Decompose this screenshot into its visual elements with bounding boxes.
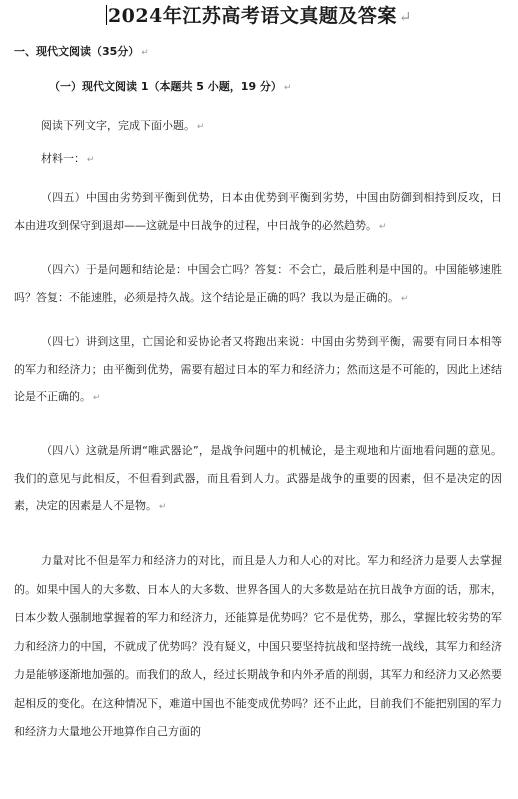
document-title-text: 2024年江苏高考语文真题及答案 xyxy=(107,5,397,27)
subsection-heading-text: （一）现代文阅读 1（本题共 5 小题，19 分） xyxy=(49,80,282,93)
body-paragraph xyxy=(14,328,502,413)
paragraph-mark-icon: ↵ xyxy=(401,293,409,304)
paragraph-text: （四六）于是问题和结论是：中国会亡吗？答复：不会亡，最后胜利是中国的。中国能够速胜吗？答复：不能速胜，必须是持久战。这个结论是正确的吗？我以为是正确的。 xyxy=(14,263,502,304)
body-paragraph xyxy=(14,437,502,522)
material-label-text: 材料一： xyxy=(41,152,85,165)
paragraph-mark-icon: ↵ xyxy=(87,155,95,165)
paragraph-text: （四八）这就是所谓“唯武器论”，是战争问题中的机械论，是主观地和片面地看问题的意见。我们的意见与此相反，不但看到武器，而且看到人力。武器是战争的重要的因素，但不是决定的因素，决定的因素是人不是物。 xyxy=(14,444,502,512)
body-paragraph xyxy=(14,184,502,241)
section-heading xyxy=(14,43,149,62)
document-title xyxy=(0,2,518,31)
paragraph-mark-icon: ↵ xyxy=(141,48,149,58)
paragraph-mark-icon: ↵ xyxy=(283,83,292,93)
section-heading-text: 一、现代文阅读（35分） xyxy=(14,45,140,58)
subsection-heading xyxy=(49,78,291,97)
text-cursor xyxy=(106,5,107,25)
paragraph-mark-icon: ↵ xyxy=(398,8,413,26)
paragraph-mark-icon: ↵ xyxy=(159,502,167,512)
paragraph-text: （四五）中国由劣势到平衡到优势，日本由优势到平衡到劣势，中国由防御到相持到反攻，日本由进攻到保守到退却——这就是中日战争的过程，中日战争的必然趋势。 xyxy=(14,191,502,232)
instruction-text: 阅读下列文字，完成下面小题。 xyxy=(41,119,195,132)
paragraph-mark-icon: ↵ xyxy=(379,221,387,232)
body-paragraph xyxy=(14,547,502,747)
body-paragraph xyxy=(14,256,502,313)
instruction-paragraph xyxy=(14,112,502,142)
material-label-paragraph xyxy=(14,145,502,175)
paragraph-mark-icon: ↵ xyxy=(93,393,101,403)
paragraph-text: （四七）讲到这里，亡国论和妥协论者又将跑出来说：中国由劣势到平衡，需要有同日本相等的军力和经济力；由平衡到优势，需要有超过日本的军力和经济力；然而这是不可能的，因此上述结论是不正确的。 xyxy=(14,335,502,403)
paragraph-mark-icon: ↵ xyxy=(197,122,205,132)
paragraph-text: 力量对比不但是军力和经济力的对比，而且是人力和人心的对比。军力和经济力是要人去掌握的。如果中国人的大多数、日本人的大多数、世界各国人的大多数是站在抗日战争方面的话，那末，日本少数人强制地掌握着的军力和经济力，还能算是优势吗？它不是优势，那么，掌握比较劣势的军力和经济力的中国，不就成了优势吗？没有疑义，中国只要坚持抗战和坚持统一战线，其军力和经济力是能够逐渐地加强的。而我们的敌人，经过长期战争和内外矛盾的削弱，其军力和经济力又必然要起相反的变化。在这种情况下，难道中国也不能变成优势吗？还不止此，目前我们不能把别国的军力和经济力大量地公开地算作自己方面的 xyxy=(14,554,502,738)
